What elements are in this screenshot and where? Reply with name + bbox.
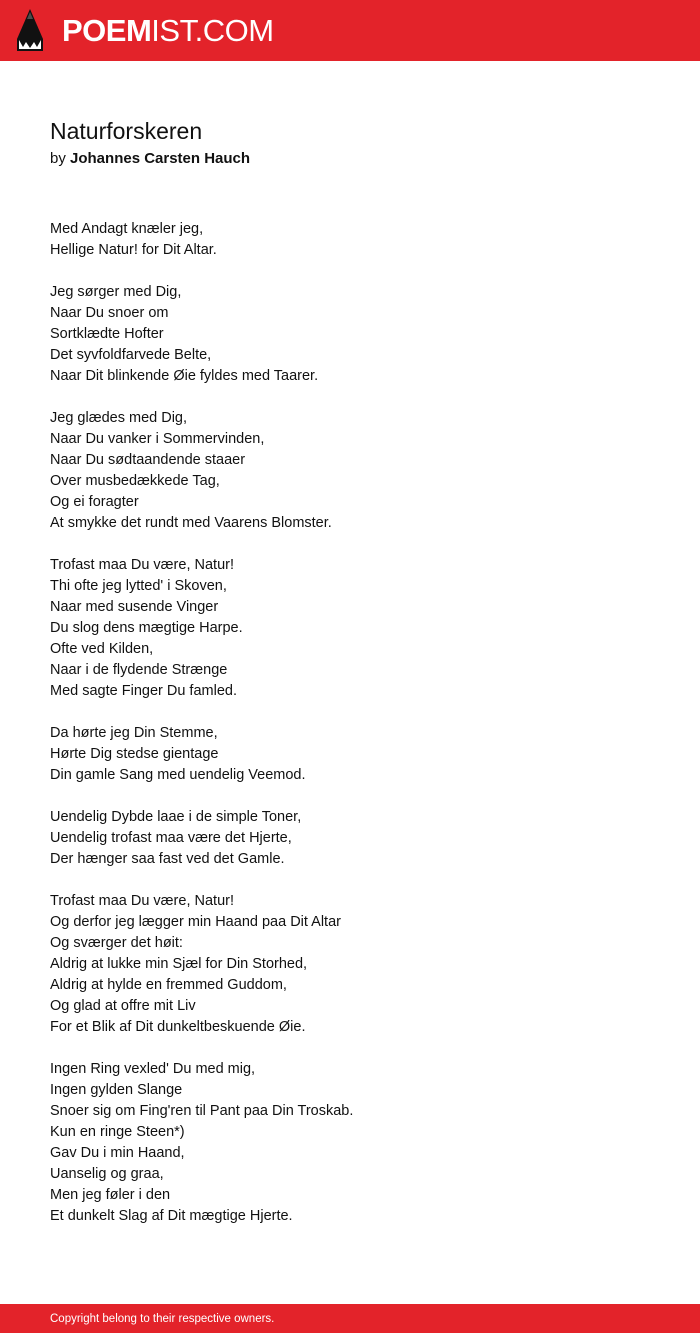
poem-line: Uendelig Dybde laae i de simple Toner, — [50, 809, 302, 825]
poem-line: Med Andagt knæler jeg, — [50, 221, 204, 237]
poem-line: Du slog dens mægtige Harpe. — [50, 620, 243, 636]
poem-line: Thi ofte jeg lytted' i Skoven, — [50, 578, 227, 594]
poem-line: Gav Du i min Haand, — [50, 1145, 185, 1161]
poem-line: Snoer sig om Fing'ren til Pant paa Din Troskab. — [50, 1103, 354, 1119]
poem-line: Uanselig og graa, — [50, 1166, 164, 1182]
poem-line: Ingen Ring vexled' Du med mig, — [50, 1061, 256, 1077]
poem-line: Over musbedækkede Tag, — [50, 473, 220, 489]
logo-bold-part: POEM — [62, 13, 152, 48]
poem-line: Ingen gylden Slange — [50, 1082, 183, 1098]
poem-line: Et dunkelt Slag af Dit mægtige Hjerte. — [50, 1208, 293, 1224]
poem-line: Naar Du snoer om — [50, 305, 169, 321]
poem-line: Trofast maa Du være, Natur! — [50, 893, 234, 909]
site-footer — [0, 1304, 700, 1333]
poem-line: Aldrig at lukke min Sjæl for Din Storhed, — [50, 956, 308, 972]
poem-line: Der hænger saa fast ved det Gamle. — [50, 851, 285, 867]
pencil-tip-icon[interactable] — [17, 9, 43, 51]
poem-line: Naar Dit blinkende Øie fyldes med Taarer. — [50, 368, 319, 384]
poem-line: Men jeg føler i den — [50, 1187, 171, 1203]
stanza — [50, 408, 650, 534]
poem-line: Og derfor jeg lægger min Haand paa Dit Altar — [50, 914, 341, 930]
poem-line: Uendelig trofast maa være det Hjerte, — [50, 830, 292, 846]
poem-line: Naar Du vanker i Sommervinden, — [50, 431, 265, 447]
poem-line: Og glad at offre mit Liv — [50, 998, 196, 1014]
poem-line: Ofte ved Kilden, — [50, 641, 154, 657]
stanza — [50, 891, 650, 1038]
poem-line: Det syvfoldfarvede Belte, — [50, 347, 212, 363]
poem-line: Og ei foragter — [50, 494, 139, 510]
stanza — [50, 807, 650, 870]
poem-line: Naar med susende Vinger — [50, 599, 219, 615]
poem-line: Og sværger det høit: — [50, 935, 183, 951]
copyright-text: Copyright belong to their respective owners. — [50, 1313, 275, 1325]
poem-line: Naar Du sødtaandende staaer — [50, 452, 246, 468]
by-label: by — [50, 150, 66, 167]
poem-line: Din gamle Sang med uendelig Veemod. — [50, 767, 306, 783]
stanza — [50, 282, 650, 387]
poem-line: Hellige Natur! for Dit Altar. — [50, 242, 217, 258]
stanza — [50, 219, 650, 261]
site-header — [0, 0, 700, 61]
poem-line: Da hørte jeg Din Stemme, — [50, 725, 218, 741]
poem-line: Med sagte Finger Du famled. — [50, 683, 237, 699]
poem-line: Hørte Dig stedse gientage — [50, 746, 219, 762]
author-name: Johannes Carsten Hauch — [70, 150, 251, 167]
poem-line: Jeg glædes med Dig, — [50, 410, 188, 426]
poem-line: Sortklædte Hofter — [50, 326, 164, 342]
poem-line: For et Blik af Dit dunkeltbeskuende Øie. — [50, 1019, 306, 1035]
poem-body — [50, 219, 650, 1248]
poem-line: Aldrig at hylde en fremmed Guddom, — [50, 977, 287, 993]
logo-light-part: IST.COM — [151, 13, 274, 48]
byline — [50, 148, 250, 170]
poem-line: At smykke det rundt med Vaarens Blomster. — [50, 515, 332, 531]
poem-line: Naar i de flydende Strænge — [50, 662, 228, 678]
stanza — [50, 723, 650, 786]
site-logo[interactable] — [62, 11, 274, 51]
stanza — [50, 555, 650, 702]
poem-line: Trofast maa Du være, Natur! — [50, 557, 234, 573]
poem-title: Naturforskeren — [50, 118, 203, 144]
poem-line: Jeg sørger med Dig, — [50, 284, 182, 300]
poem-line: Kun en ringe Steen*) — [50, 1124, 185, 1140]
stanza — [50, 1059, 650, 1227]
